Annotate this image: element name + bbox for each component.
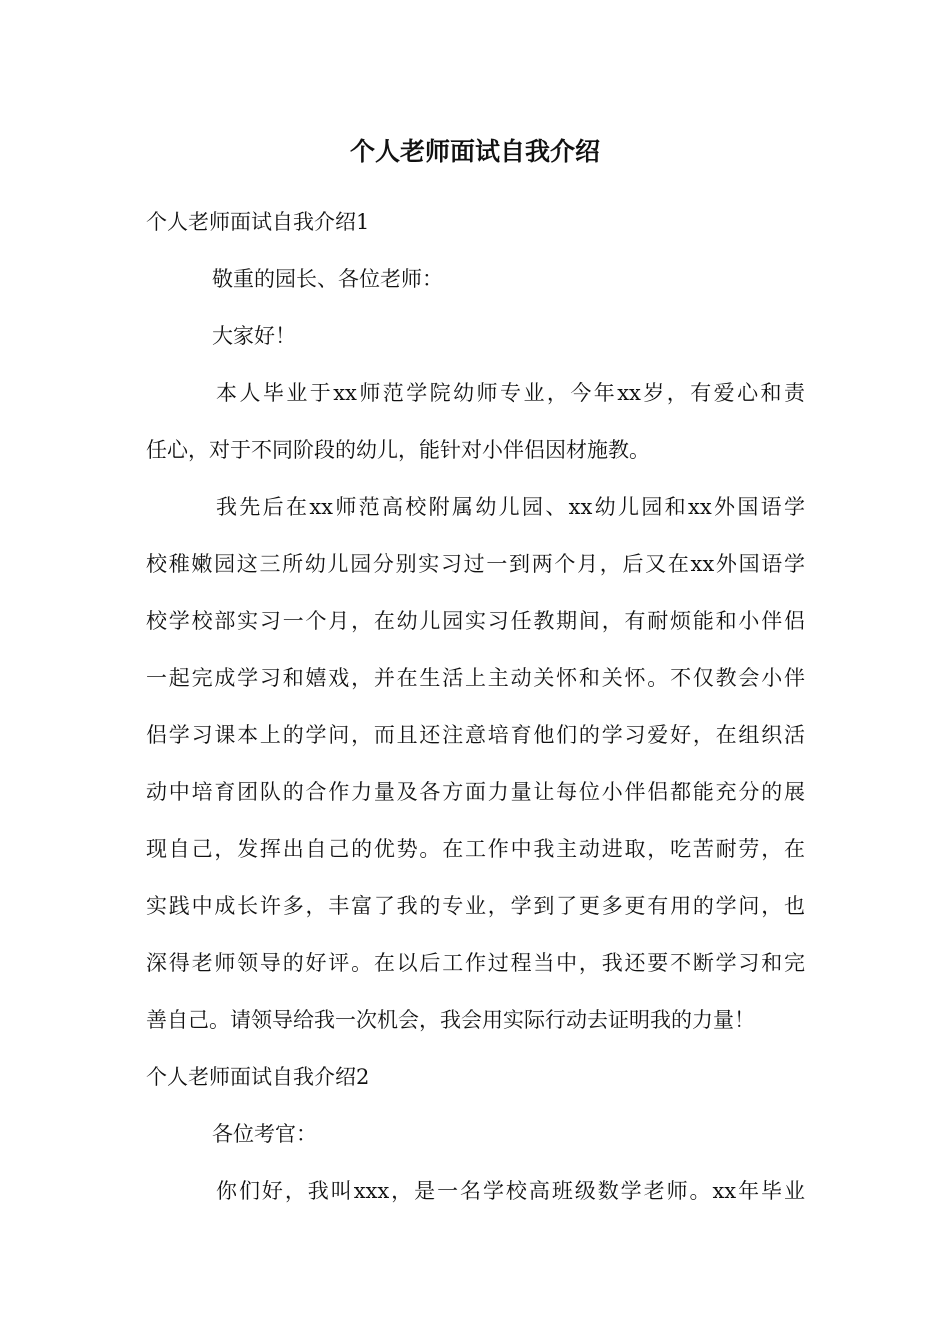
paragraph-line: 动中培育团队的合作力量及各方面力量让每位小伴侣都能充分的展	[146, 780, 805, 804]
paragraph-line: 一起完成学习和嬉戏，并在生活上主动关怀和关怀。不仅教会小伴	[146, 666, 805, 690]
greeting-1: 大家好！	[212, 324, 296, 348]
paragraph-line: 善自己。请领导给我一次机会，我会用实际行动去证明我的力量！	[146, 1008, 755, 1032]
paragraph-line: 深得老师领导的好评。在以后工作过程当中，我还要不断学习和完	[146, 951, 805, 975]
document-title: 个人老师面试自我介绍	[349, 137, 600, 166]
section-heading-1: 个人老师面试自我介绍1	[146, 210, 370, 234]
salutation-2: 各位考官：	[212, 1122, 317, 1146]
paragraph-line: 校学校部实习一个月，在幼儿园实习任教期间，有耐烦能和小伴侣	[146, 609, 805, 633]
paragraph-line: 校稚嫩园这三所幼儿园分别实习过一到两个月，后又在xx外国语学	[146, 552, 805, 576]
paragraph-line: 我先后在xx师范高校附属幼儿园、xx幼儿园和xx外国语学	[216, 495, 805, 519]
paragraph-line: 侣学习课本上的学问，而且还注意培育他们的学习爱好，在组织活	[146, 723, 805, 747]
paragraph-line: 现自己，发挥出自己的优势。在工作中我主动进取，吃苦耐劳，在	[146, 837, 805, 861]
paragraph-line: 本人毕业于xx师范学院幼师专业，今年xx岁，有爱心和责	[216, 381, 805, 405]
paragraph-line: 实践中成长许多，丰富了我的专业，学到了更多更有用的学问，也	[146, 894, 805, 918]
paragraph-line: 任心，对于不同阶段的幼儿，能针对小伴侣因材施教。	[146, 438, 650, 462]
section-heading-2: 个人老师面试自我介绍2	[146, 1065, 370, 1089]
salutation-1: 敬重的园长、各位老师：	[212, 267, 443, 291]
paragraph-line: 你们好，我叫xxx，是一名学校高班级数学老师。xx年毕业	[216, 1179, 805, 1203]
